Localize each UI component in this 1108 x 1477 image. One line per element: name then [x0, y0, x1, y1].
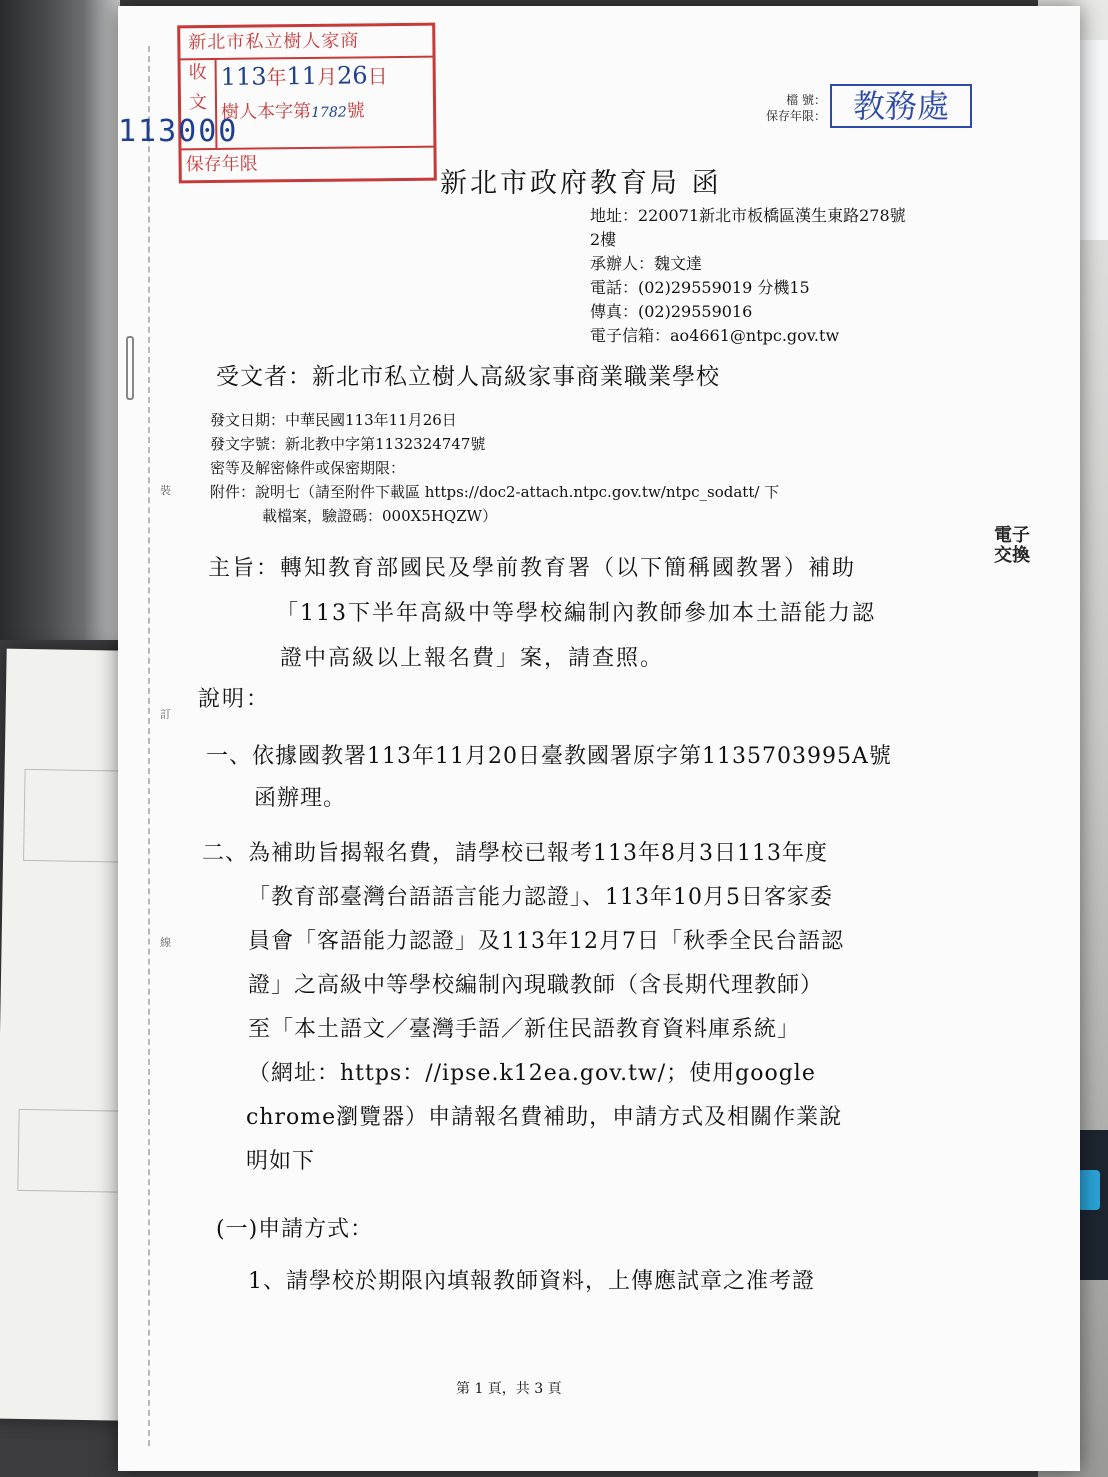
handler: 承辦人：魏文達	[590, 254, 703, 273]
recipient: 受文者：新北市私立樹人高級家事商業職業學校	[216, 364, 720, 390]
department-stamp: 教務處	[830, 84, 972, 128]
stamp-col-label: 文	[188, 92, 208, 114]
subject-line: 「113下半年高級中等學校編制內教師參加本土語能力認	[276, 601, 876, 626]
e-exchange-stamp: 電子交換	[994, 525, 1030, 566]
item-line: 明如下	[246, 1149, 316, 1174]
phone: 電話：(02)29559019 分機15	[590, 278, 810, 297]
stamp-month: 11	[286, 61, 318, 91]
doc-number: 發文字號：新北教中字第1132324747號	[210, 435, 486, 453]
item-line: 至「本土語文／臺灣手語／新住民語教育資料庫系統」	[248, 1017, 801, 1042]
subject	[208, 546, 968, 681]
document-title: 新北市政府教育局 函	[440, 168, 722, 199]
document-page	[118, 6, 1080, 1471]
stamp-year: 113	[220, 62, 267, 91]
folder-box	[23, 769, 127, 863]
address-line2: 2樓	[590, 230, 617, 249]
stamp-ref: 樹人本字第1782號	[220, 100, 365, 123]
contact-block	[590, 204, 950, 348]
description-item-1	[206, 736, 966, 820]
fax: 傳真：(02)29559016	[590, 302, 753, 321]
file-no-label: 檔 號：	[786, 93, 827, 107]
stamp-ref-number: 1782	[311, 104, 347, 121]
item-line: 員會「客語能力認證」及113年12月7日「秋季全民台語認	[248, 929, 844, 954]
item-line: 一、依據國教署113年11月20日臺教國署原字第1135703995A號	[206, 744, 892, 769]
page-number: 第 1 頁，共 3 頁	[456, 1381, 562, 1397]
binding-mark: 裝	[160, 484, 171, 497]
folder-box	[17, 1109, 120, 1193]
item-line: 「教育部臺灣台語語言能力認證」、113年10月5日客家委	[248, 885, 833, 910]
stamp-col-label: 收	[188, 62, 207, 84]
attachment-cont: 載檔案，驗證碼：000X5HQZW）	[262, 507, 498, 525]
description-heading: 說明：	[198, 687, 271, 712]
item-line: （網址：https：//ipse.k12ea.gov.tw/；使用google	[248, 1061, 816, 1086]
description-item-2	[202, 832, 982, 1184]
email: 電子信箱：ao4661@ntpc.gov.tw	[590, 326, 840, 345]
address: 地址：220071新北市板橋區漢生東路278號	[590, 206, 906, 225]
item-line: 函辦理。	[254, 786, 347, 811]
background-notebook	[0, 0, 120, 640]
issue-date: 發文日期：中華民國113年11月26日	[210, 411, 457, 429]
file-number-block	[766, 92, 826, 124]
binding-mark: 訂	[160, 708, 171, 721]
receipt-stamp	[177, 23, 437, 184]
stamp-retention: 保存年限	[181, 146, 433, 181]
subject-line: 主旨：轉知教育部國民及學前教育署（以下簡稱國教署）補助	[208, 556, 857, 581]
retention-label: 保存年限：	[766, 109, 827, 123]
stamp-school: 新北市私立樹人家商	[180, 26, 432, 61]
attachment: 附件：說明七（請至附件下載區 https://doc2-attach.ntpc.gov.tw/ntpc_sodatt/ 下	[210, 483, 780, 501]
binding-line	[148, 46, 150, 1446]
item-line: chrome瀏覽器）申請報名費補助，申請方式及相關作業說	[246, 1105, 843, 1130]
stamp-date: 113年11月26日	[220, 61, 388, 91]
meta-block	[210, 408, 970, 528]
item-line: 證」之高級中等學校編制內現職教師（含長期代理教師）	[248, 973, 824, 998]
subject-line: 證中高級以上報名費」案，請查照。	[280, 646, 665, 671]
sub-item: 1、請學校於期限內填報教師資料，上傳應試章之准考證	[248, 1269, 815, 1294]
stamp-day: 26	[336, 61, 368, 90]
sub-heading: (一)申請方式：	[216, 1217, 374, 1242]
staple-mark	[126, 336, 134, 400]
serial-number: 113000	[118, 114, 239, 149]
binding-mark: 線	[160, 936, 171, 949]
classification: 密等及解密條件或保密期限：	[210, 459, 406, 477]
item-line: 二、為補助旨揭報名費，請學校已報考113年8月3日113年度	[202, 841, 828, 866]
